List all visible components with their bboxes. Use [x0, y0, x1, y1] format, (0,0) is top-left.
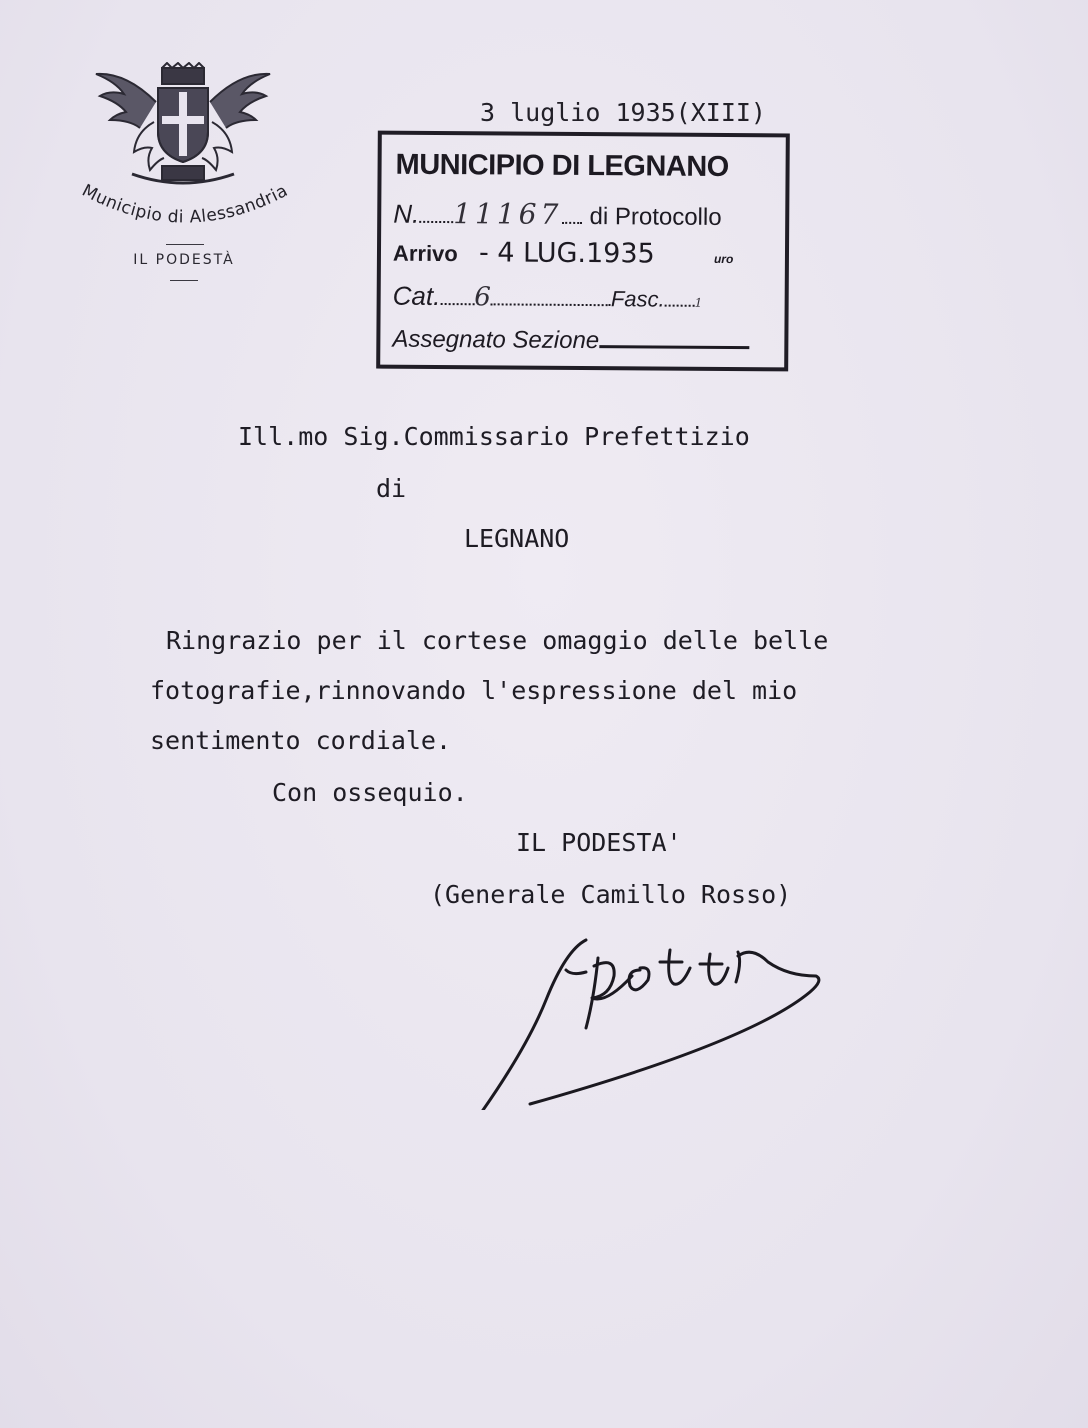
stamp-arrival-initials: uro	[713, 251, 734, 267]
addressee-di: di	[376, 474, 407, 503]
stamp-arrival-label: Arrivo	[392, 240, 458, 267]
svg-text:Municipio di Alessandria: Municipio di Alessandria	[78, 180, 292, 228]
closing-line: Con ossequio.	[272, 778, 468, 807]
stamp-arrival-date: - 4 LUG.1935	[478, 237, 655, 270]
letter-date: 3 luglio 1935(XIII)	[480, 98, 766, 127]
stamp-number-row	[393, 197, 722, 232]
addressee-city: LEGNANO	[464, 524, 570, 553]
stamp-arrival-row	[393, 237, 734, 270]
body-line-3: sentimento cordiale.	[150, 726, 452, 755]
letterhead-divider-bottom	[170, 280, 198, 281]
stamp-title: MUNICIPIO DI LEGNANO	[395, 148, 729, 184]
body-line-1: Ringrazio per il cortese omaggio delle belle	[166, 626, 829, 655]
signatory-name: (Generale Camillo Rosso)	[430, 880, 792, 909]
stamp-number-suffix: di Protocollo	[589, 203, 722, 231]
stamp-cat-label: Cat.	[392, 280, 441, 312]
letterhead-divider	[166, 244, 204, 245]
stamp-number-prefix: N.	[393, 198, 420, 229]
stamp-fasc-value: 1	[694, 295, 703, 310]
stamp-cat-value: 6	[474, 282, 492, 313]
letterhead-municipality	[60, 160, 310, 250]
handwritten-signature	[470, 930, 830, 1110]
stamp-number-value: 11167	[453, 197, 563, 231]
addressee-title: Ill.mo Sig.Commissario Prefettizio	[238, 422, 750, 451]
stamp-category-row	[393, 281, 703, 314]
signatory-title: IL PODESTA'	[516, 828, 682, 857]
body-line-2: fotografie,rinnovando l'espressione del mio	[150, 676, 798, 705]
stamp-fasc-label: Fasc.	[610, 286, 665, 312]
stamp-section-label: Assegnato Sezione	[392, 325, 600, 355]
stamp-section-row	[392, 323, 749, 356]
letterhead-office: IL PODESTÀ	[133, 252, 235, 268]
protocol-stamp	[376, 131, 790, 372]
